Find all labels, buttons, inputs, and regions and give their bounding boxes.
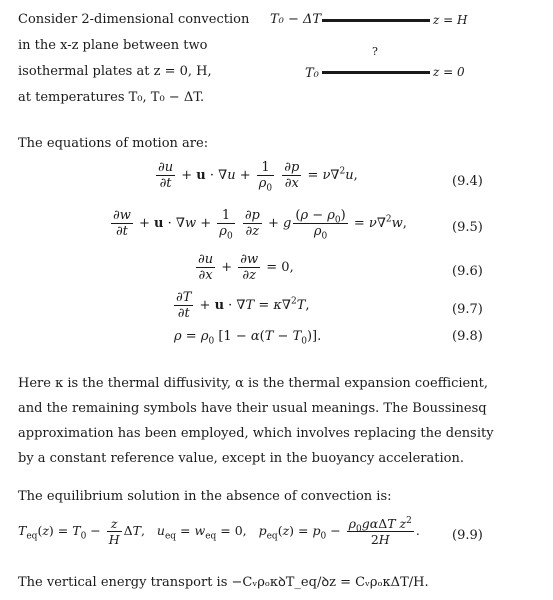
equation-9-8: $\rho = \rho_0$ $[1 - \alpha(T - T_0)]$.	[174, 329, 322, 347]
equation-number-9-7: (9.7)	[452, 302, 483, 317]
equation-number-9-5: (9.5)	[452, 220, 483, 235]
intro-line-3: isothermal plates at z = 0, H,	[18, 64, 212, 79]
paragraph-line-4: by a constant reference value, except in the buoyancy acceleration.	[18, 451, 464, 466]
top-plate	[322, 19, 430, 22]
equation-9-5: $\frac{\partial w}{\partial t}$ + u · ∇w + $\frac{1}{\rho_0}$ $\frac{\partial p}{\partial z}$ + g $\frac{(\rho - \rho_0)}{\rho_0}$ = ν∇$^2$w,	[113, 208, 407, 242]
equations-heading: The equations of motion are:	[18, 136, 209, 151]
bottom-plate-label: T₀	[305, 66, 319, 81]
paragraph-line-1: Here κ is the thermal diffusivity, α is the thermal expansion coefficient,	[18, 376, 488, 391]
bottom-plate-z: z = 0	[433, 65, 465, 79]
equation-9-9: $T_{eq}(z) = T_0$ − $\frac{z}{H}$ ΔT, $u_{eq} = w_{eq} = 0$, $p_{eq}(z) = p_0$ − $\frac{\rho_0g\alpha\Delta T z^2}{2H}$ .	[18, 515, 420, 547]
bottom-plate	[322, 71, 430, 74]
equation-number-9-8: (9.8)	[452, 329, 483, 344]
equation-number-9-9: (9.9)	[452, 528, 483, 543]
equilibrium-heading: The equilibrium solution in the absence of convection is:	[18, 489, 392, 504]
paragraph-line-3: approximation has been employed, which involves replacing the density	[18, 426, 494, 441]
top-plate-label: T₀ − ΔT	[270, 12, 322, 27]
top-plate-z: z = H	[433, 13, 468, 27]
intro-line-1: Consider 2-dimensional convection	[18, 12, 250, 27]
intro-line-2: in the x-z plane between two	[18, 38, 208, 53]
paragraph-line-2: and the remaining symbols have their usual meanings. The Boussinesq	[18, 401, 487, 416]
unknown-marker: ?	[372, 45, 378, 58]
equation-9-6: $\frac{\partial u}{\partial x}$ + $\frac{\partial w}{\partial z}$ = 0,	[198, 252, 294, 283]
equation-9-4: $\frac{\partial u}{\partial t}$ + u · ∇u + $\frac{1}{\rho_0}$ $\frac{\partial p}{\partial x}$ = ν∇$^2$u,	[158, 160, 358, 194]
equation-number-9-4: (9.4)	[452, 174, 483, 189]
equation-9-7: $\frac{\partial T}{\partial t}$ + u · ∇T = κ∇$^2$T,	[176, 290, 310, 321]
equation-number-9-6: (9.6)	[452, 264, 483, 279]
closing-line: The vertical energy transport is −CᵥρₒκꝺT_eq/ꝺz = CᵥρₒκΔT/H.	[18, 575, 429, 590]
intro-line-4: at temperatures T₀, T₀ − ΔT.	[18, 90, 205, 105]
